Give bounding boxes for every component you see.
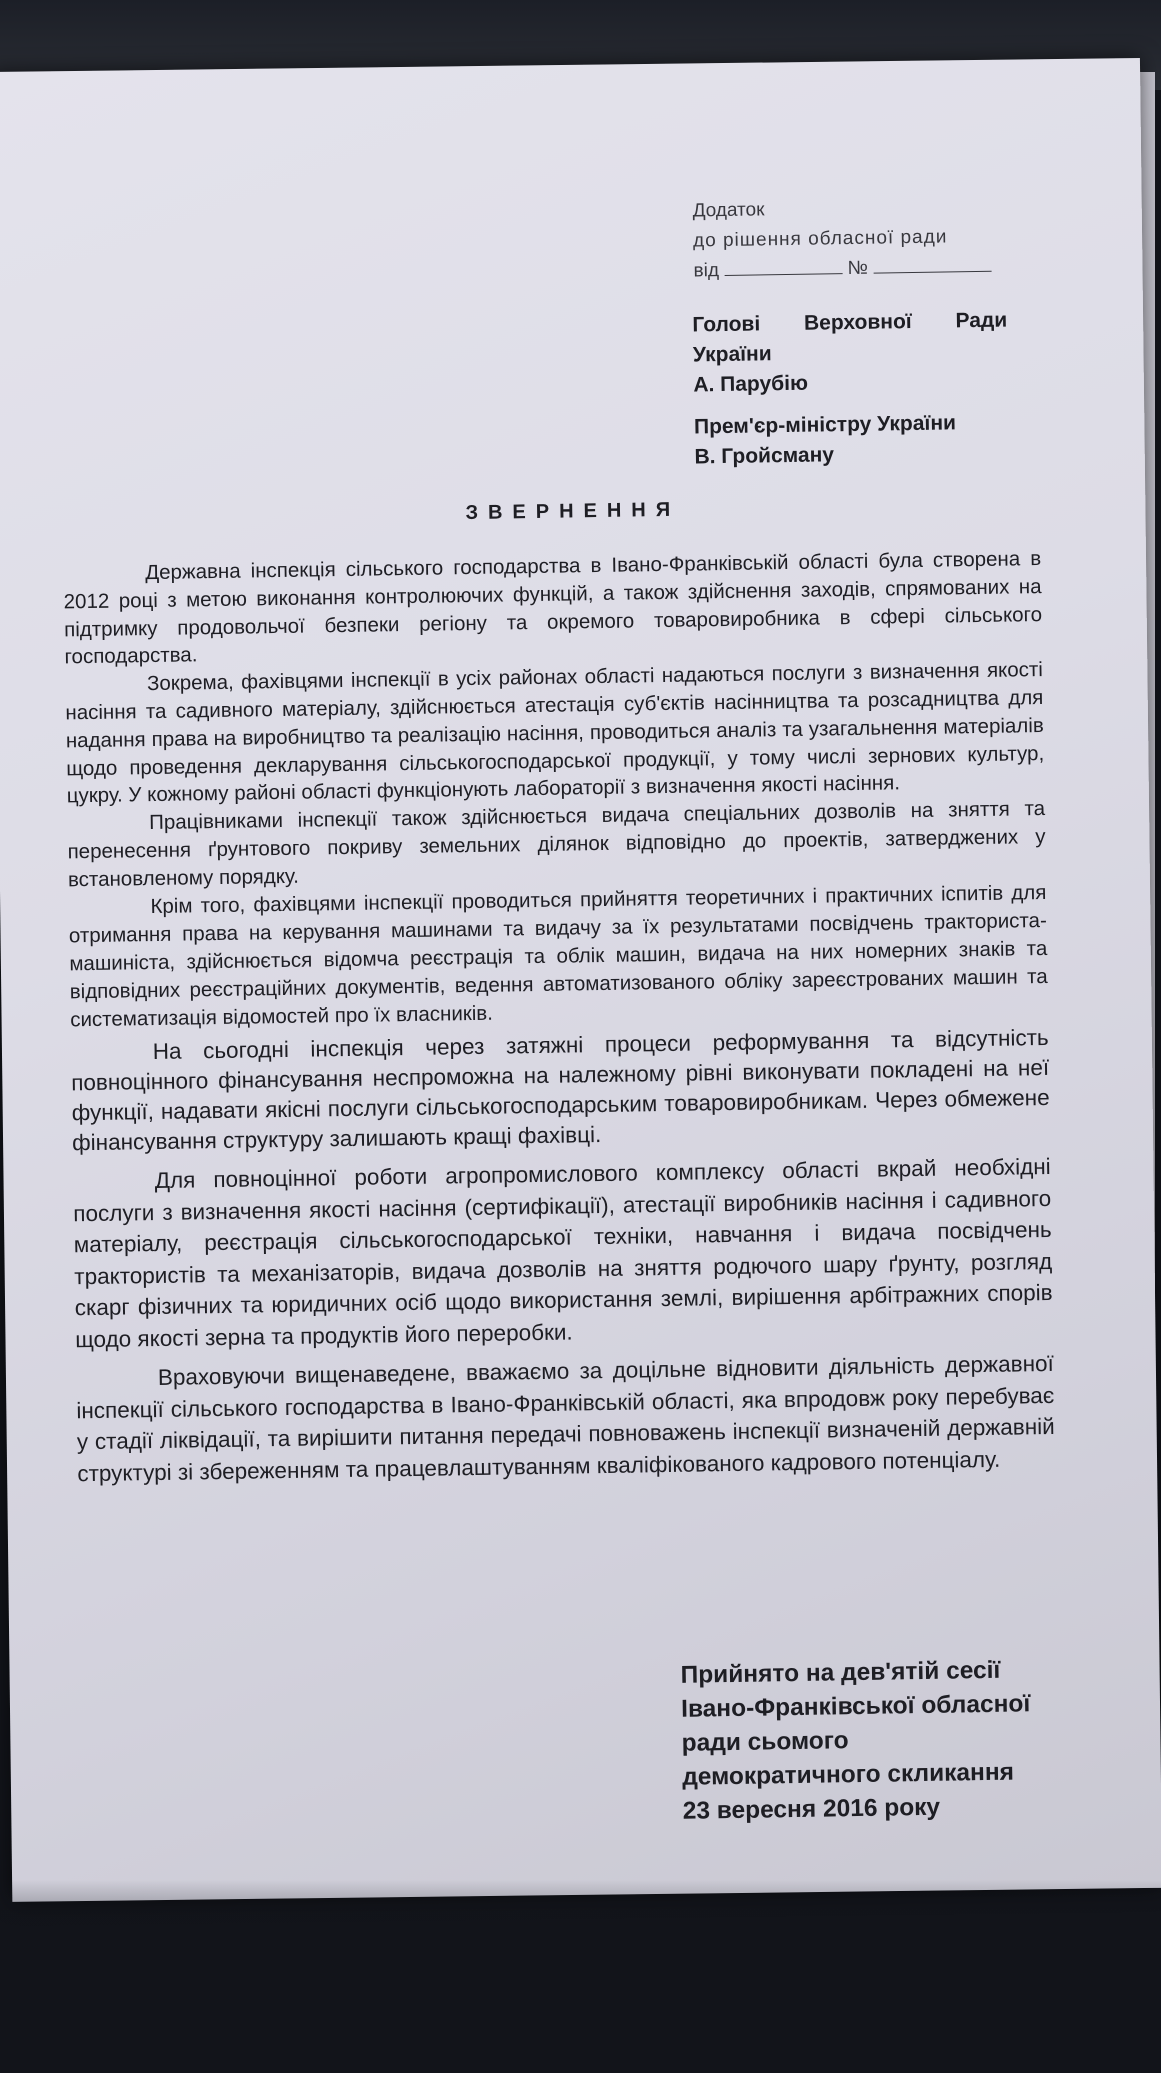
adoption-line-3: ради сьомого xyxy=(681,1727,849,1757)
addendum-number-label: № xyxy=(847,257,869,280)
addendum-from-label: від xyxy=(693,260,720,282)
adoption-line-4: демократичного скликання xyxy=(682,1758,1015,1791)
addendum-block xyxy=(692,191,1023,286)
paragraph: Для повноцінної роботи агропромислового комплексу області вкрай необхідні послуги з визначення якості насіння (сертифікації), атестації виробників насіння і садивного матеріалу, реєстрація сільськогосподарської техніки, навчання і видача посвідчень трактористів та механізаторів, видача дозволів на зняття родючого шару ґрунту, розгляд скарг фізичних та юридичних осіб щодо використання землі, вирішення арбітражних спорів щодо якості зерна та продуктів його переробки. xyxy=(73,1154,1053,1352)
recipient-line-2: В. Гройсману xyxy=(694,443,835,469)
number-blank xyxy=(873,255,991,274)
document-body xyxy=(63,545,1055,1489)
document-title: ЗВЕРНЕННЯ xyxy=(465,498,681,525)
adoption-note xyxy=(680,1652,1103,1829)
paragraph: Зокрема, фахівцями інспекції в усіх районах області надаються послуги з визначення якості насіння та садивного матеріалу, здійснюється атестація суб'єктів насінництва та розсадництва для надання права на виробництво та реалізацію насіння, проводиться аналіз та узагальнення матеріалів щодо проведення декларування сільськогосподарської продукції, у тому числі зернових культур, цукру. У кожному районі області функціонують лабораторії з визначення якості насіння. xyxy=(65,658,1045,808)
recipient-line-2: України xyxy=(692,342,772,367)
adoption-date: 23 вересня 2016 року xyxy=(682,1793,941,1825)
recipient-speaker xyxy=(692,305,1023,400)
recipient-prime-minister xyxy=(694,407,1025,472)
adoption-line-1: Прийнято на дев'ятій сесії xyxy=(680,1656,1001,1689)
date-blank xyxy=(724,257,842,276)
paragraph: Державна інспекція сільського господарства в Івано-Франківській області була створена в 2012 році з метою виконання контролюючих функцій, а також здійснення заходів, спрямованих на підтримку продовольчої безпеки регіону та окремого товаровиробника в сфері сільського господарства. xyxy=(63,547,1043,669)
addendum-decision: до рішення обласної ради xyxy=(692,226,948,252)
recipient-line-3: А. Парубію xyxy=(693,371,809,397)
recipient-line xyxy=(692,305,1022,340)
recipient-line-1: Прем'єр-міністру України xyxy=(693,411,957,439)
addendum-title: Додаток xyxy=(692,199,765,222)
paragraph: Крім того, фахівцями інспекції проводиться прийняття теоретичних і практичних іспитів для отримання права на керування машинами та видачу за їх результатами посвідчень тракториста-машиніста, здійснюється відомча реєстрація та облік машин, видача на них номерних знаків та відповідних реєстраційних документів, ведення автоматизованого обліку зареєстрованих машин та систематизація відомостей про їх власників. xyxy=(68,881,1048,1032)
recipient-line-1: Голові Верховної Ради xyxy=(692,308,1008,337)
background-bottom xyxy=(0,1880,1161,2064)
paragraph: На сьогодні інспекція через затяжні процеси реформування та відсутність повноцінного фінансування неспроможна на належному рівні виконувати покладені на неї функції, надавати якісні послуги сільськогосподарським товаровиробникам. Через обмежене фінансування структуру залишають кращі фахівці. xyxy=(71,1025,1050,1156)
addendum-date-number xyxy=(693,251,1023,286)
paragraph: Працівниками інспекції також здійснюється видача спеціальних дозволів на зняття та перенесення ґрунтового покриву земельних ділянок відповідно до проектів, затверджених у встановленому порядку. xyxy=(67,797,1046,892)
paragraph: Враховуючи вищенаведене, вважаємо за доцільне відновити діяльність державної інспекції сільського господарства в Івано-Франківській області, яка впродовж року перебуває у стадії ліквідації, та вирішити питання передачі повноважень інспекції визначеній державній структурі зі збереженням та працевлаштуванням кваліфікованого кадрового потенціалу. xyxy=(76,1351,1055,1486)
adoption-line-2: Івано-Франківської обласної xyxy=(680,1690,1031,1723)
